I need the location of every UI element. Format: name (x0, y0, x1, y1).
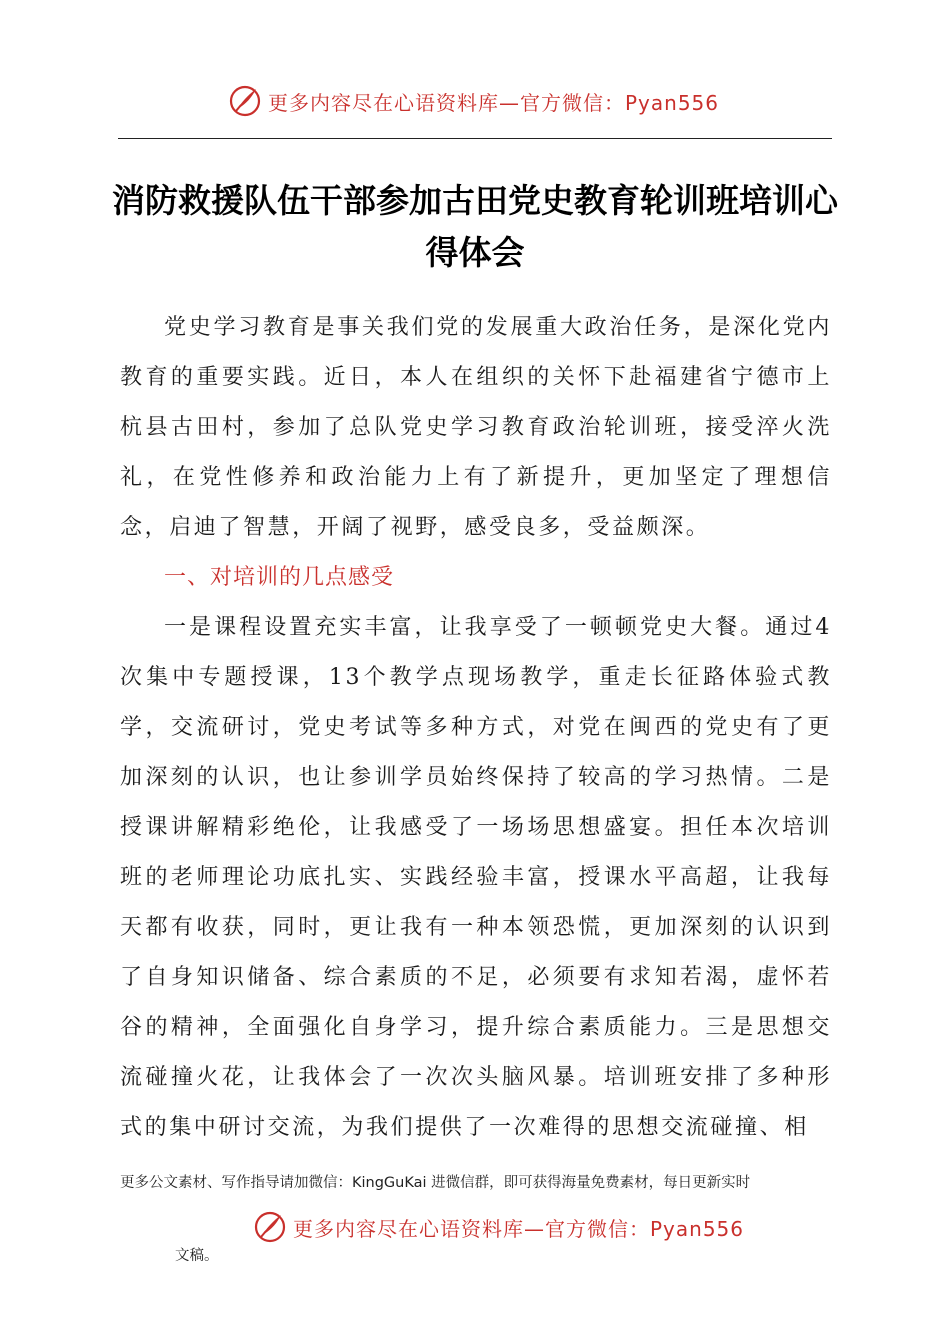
footer-note-continued: 文稿。 (175, 1248, 219, 1264)
section-heading: 一、对培训的几点感受 (164, 565, 395, 590)
quill-logo-icon (253, 1210, 287, 1244)
intro-paragraph: 党史学习教育是事关我们党的发展重大政治任务，是深化党内教育的重要实践。近日，本人在组织的关怀下赴福建省宁德市上杭县古田村，参加了总队党史学习教育政治轮训班，接受淬火洗礼，在党性修养和政治能力上有了新提升，更加坚定了理想信念，启迪了智慧，开阔了视野，感受良多，受益颇深。 (120, 315, 832, 540)
section-paragraph: 一是课程设置充实丰富，让我享受了一顿顿党史大餐。通过4次集中专题授课，13个教学点现场教学，重走长征路体验式教学，交流研讨，党史考试等多种方式，对党在闽西的党史有了更加深刻的认识，也让参训学员始终保持了较高的学习热情。二是授课讲解精彩绝伦，让我感受了一场场思想盛宴。担任本次培训班的老师理论功底扎实、实践经验丰富，授课水平高超，让我每天都有收获，同时，更让我有一种本领恐慌，更加深刻的认识到了自身知识储备、综合素质的不足，必须要有求知若渴，虚怀若谷的精神，全面强化自身学习，提升综合素质能力。三是思想交流碰撞火花，让我体会了一次次头脑风暴。培训班安排了多种形式的集中研讨交流，为我们提供了一次难得的思想交流碰撞、相 (120, 615, 832, 1140)
watermark-footer (253, 1210, 744, 1244)
document-title: 消防救援队伍干部参加古田党史教育轮训班培训心得体会 (112, 181, 838, 272)
document-body (120, 303, 832, 1153)
watermark-suffix: —官方微信：Pyan556 (524, 1216, 745, 1241)
footer-note: 更多公文素材、写作指导请加微信：KingGuKai 进微信群，即可获得海量免费素材，每日更新实时 (120, 1175, 751, 1191)
watermark-text: 更多内容尽在心语资料库 (293, 1216, 524, 1241)
watermark-text: 更多内容尽在心语资料库 (268, 90, 499, 115)
quill-logo-icon (228, 84, 262, 118)
header-divider (118, 138, 832, 139)
watermark-header (228, 84, 719, 118)
watermark-suffix: —官方微信：Pyan556 (499, 90, 720, 115)
